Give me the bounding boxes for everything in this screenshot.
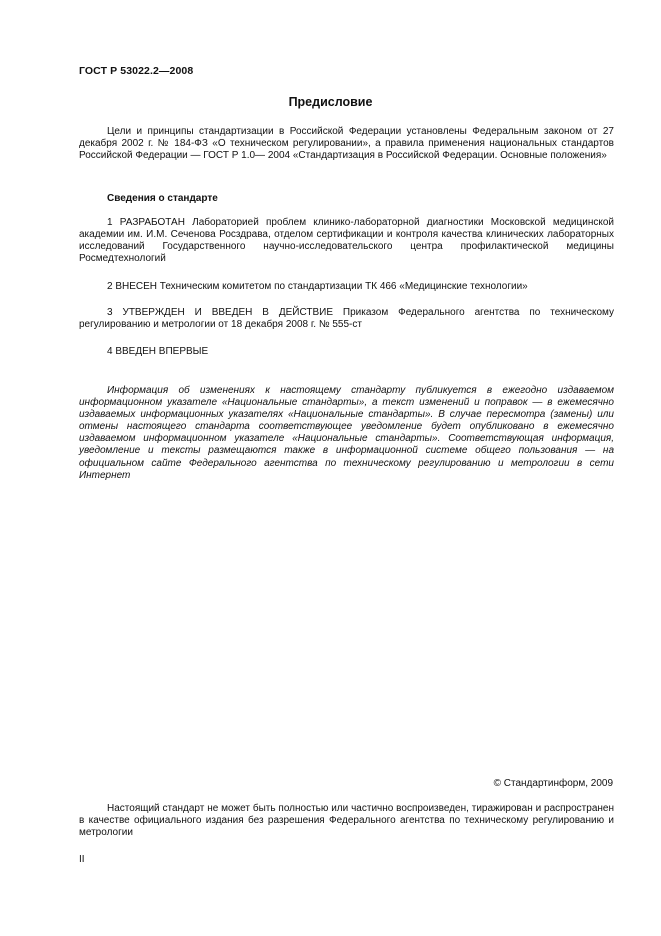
list-item-introduced: 4 ВВЕДЕН ВПЕРВЫЕ xyxy=(107,346,209,357)
reproduction-notice: Настоящий стандарт не может быть полностью или частично воспроизведен, тиражирован и распространен в качестве официального издания без разрешения Федерального агентства по техническому регулированию и метрологии xyxy=(79,803,614,839)
document-code: ГОСТ Р 53022.2—2008 xyxy=(79,65,194,77)
notice-paragraph: Информация об изменениях к настоящему стандарту публикуется в ежегодно издаваемом информационном указателе «Национальные стандарты», а текст изменений и поправок — в ежемесячно издаваемых информационных указателях «Национальные стандарты». В случае пересмотра (замены) или отмены настоящего стандарта соответствующее уведомление будет опубликовано в ежемесячно издаваемом информационном указателе «Национальные стандарты». Соответствующая информация, уведомление и тексты размещаются также в информационной системе общего пользования — на официальном сайте Федерального агентства по техническому регулированию и метрологии в сети Интернет xyxy=(79,385,614,481)
page-number: II xyxy=(79,854,85,865)
intro-paragraph: Цели и принципы стандартизации в Российской Федерации установлены Федеральным законом от 27 декабря 2002 г. № 184-ФЗ «О техническом регулировании», а правила применения национальных стандартов Российской Федерации — ГОСТ Р 1.0— 2004 «Стандартизация в Российской Федерации. Основные положения» xyxy=(79,126,614,162)
list-item-approved: 3 УТВЕРЖДЕН И ВВЕДЕН В ДЕЙСТВИЕ Приказом Федерального агентства по техническому регулированию и метрологии от 18 декабря 2008 г. № 555-ст xyxy=(79,307,614,331)
copyright-line: © Стандартинформ, 2009 xyxy=(493,778,613,789)
list-item-developed: 1 РАЗРАБОТАН Лабораторией проблем клинико-лабораторной диагностики Московской медицинской академии им. И.М. Сеченова Росздрава, отделом сертификации и контроля качества клинических лабораторных исследований Государственного научно-исследовательского центра профилактической медицины Росмедтехнологий xyxy=(79,217,614,265)
page-title: Предисловие xyxy=(288,95,373,109)
info-heading: Сведения о стандарте xyxy=(107,193,218,204)
list-item-submitted: 2 ВНЕСЕН Техническим комитетом по стандартизации ТК 466 «Медицинские технологии» xyxy=(107,281,528,292)
